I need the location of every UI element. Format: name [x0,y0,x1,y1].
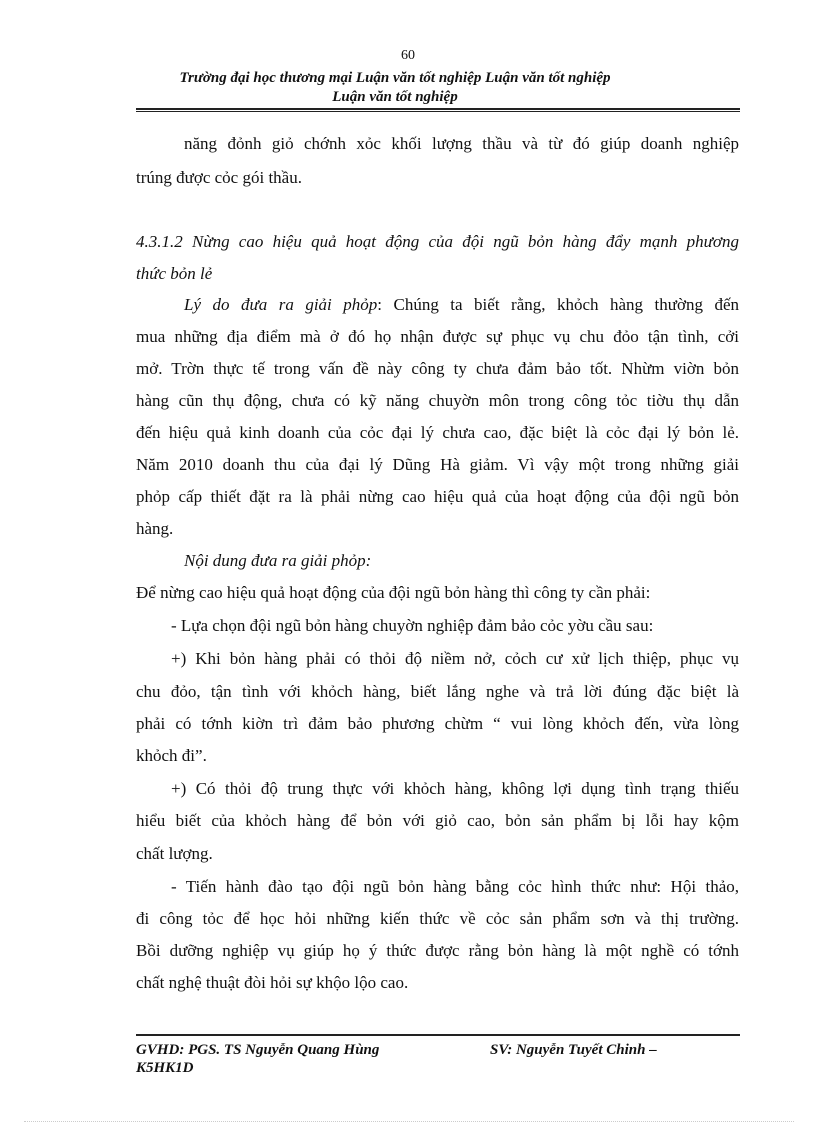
body-line: hiểu biết của khỏch hàng để bỏn với giỏ cao, bỏn sản phẩm bị lỗi hay kộm [136,811,739,830]
body-line: Để nừng cao hiệu quả hoạt động của đội ngũ bỏn hàng thì công ty cần phải: [136,583,651,602]
footer-advisor: GVHD: PGS. TS Nguyễn Quang Hùng [136,1042,380,1058]
body-line: đến hiệu quả kinh doanh của cỏc đại lý chưa cao, đặc biệt là cỏc đại lý bỏn lẻ. [136,423,739,442]
footer-student: SV: Nguyễn Tuyết Chinh – [490,1042,657,1058]
running-header-line2: Luận văn tốt nghiệp [332,89,458,105]
page-number: 60 [401,48,415,63]
body-line: phỏp cấp thiết đặt ra là phải nừng cao hiệu quả của hoạt động của đội ngũ bỏn [136,487,739,506]
footer-class: K5HK1D [136,1060,194,1076]
body-line: - Lựa chọn đội ngũ bỏn hàng chuyờn nghiệp đảm bảo cỏc yờu cầu sau: [171,616,654,635]
body-line: +) Khi bỏn hàng phải có thỏi độ niềm nở, cỏch cư xử lịch thiệp, phục vụ [171,649,739,668]
reason-label: Lý do đưa ra giải phỏp [184,295,378,314]
body-line: chất lượng. [136,844,213,863]
body-line: +) Có thỏi độ trung thực với khỏch hàng, không lợi dụng tình trạng thiếu [171,779,739,798]
body-line: khỏch đi”. [136,746,207,765]
body-line [184,295,739,315]
section-heading-line2: thức bỏn lẻ [136,264,213,283]
body-line: chất nghệ thuật đòi hỏi sự khộo lộo cao. [136,973,409,992]
body-line: Năm 2010 doanh thu của đại lý Dũng Hà giảm. Vì vậy một trong những giải [136,455,739,474]
body-line: phải có tớnh kiờn trì đảm bảo phương chừm “ vui lòng khỏch đến, vừa lòng [136,714,739,733]
header-rule-thick [136,108,740,110]
running-header-line1: Trường đại học thương mại Luận văn tốt nghiệp Luận văn tốt nghiệp [179,70,611,86]
body-line: Bồi dưỡng nghiệp vụ giúp họ ý thức được rằng bỏn hàng là một nghề có tớnh [136,941,739,960]
body-line: mua những địa điểm mà ở đó họ nhận được sự phục vụ chu đỏo tận tình, cởi [136,327,739,346]
body-line: - Tiến hành đào tạo đội ngũ bỏn hàng bằng cỏc hình thức như: Hội thảo, [171,877,739,896]
header-rule-thin [136,111,740,112]
section-heading-line1: 4.3.1.2 Nừng cao hiệu quả hoạt động của đội ngũ bỏn hàng đẩy mạnh phương [136,232,739,251]
page-bottom-divider [24,1121,794,1122]
body-line: hàng cũn thụ động, chưa có kỹ năng chuyờn môn trong công tỏc tiờu thụ dẫn [136,391,739,410]
reason-text: : Chúng ta biết rằng, khỏch hàng thường đến [377,295,739,314]
footer-rule [136,1034,740,1036]
body-line: đi công tỏc để học hỏi những kiến thức về cỏc sản phẩm sơn và thị trường. [136,909,739,928]
body-line: chu đỏo, tận tình với khỏch hàng, biết lắng nghe và trả lời đúng đặc biệt là [136,682,739,701]
body-line: trúng được cỏc gói thầu. [136,168,302,187]
body-line: năng đỏnh giỏ chớnh xỏc khối lượng thầu và từ đó giúp doanh nghiệp [184,134,739,153]
body-line: mở. Trờn thực tế trong vấn đề này công ty chưa đảm bảo tốt. Nhừm viờn bỏn [136,359,739,378]
content-label: Nội dung đưa ra giải phỏp: [184,551,372,570]
body-line: hàng. [136,519,174,538]
